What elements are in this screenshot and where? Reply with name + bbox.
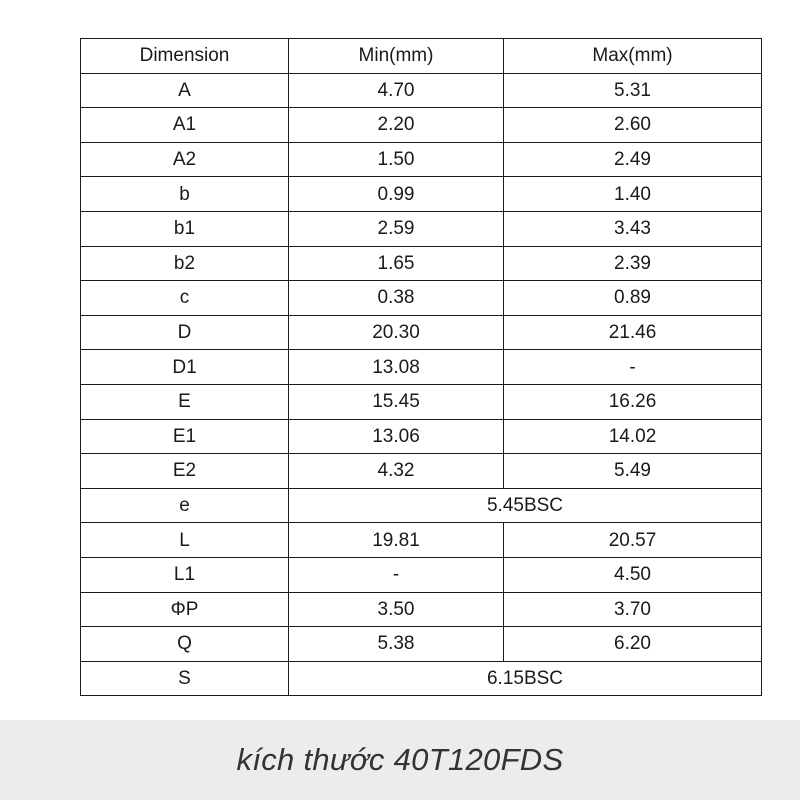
cell-max: 3.43 bbox=[504, 211, 762, 246]
table-row bbox=[81, 592, 762, 627]
cell-max: 1.40 bbox=[504, 177, 762, 212]
cell-min: 2.59 bbox=[289, 211, 504, 246]
cell-dimension: E2 bbox=[81, 454, 289, 489]
table-header-row bbox=[81, 39, 762, 74]
cell-max: 0.89 bbox=[504, 281, 762, 316]
header-max: Max(mm) bbox=[504, 39, 762, 74]
table-row bbox=[81, 454, 762, 489]
cell-min: 1.50 bbox=[289, 142, 504, 177]
cell-max: - bbox=[504, 350, 762, 385]
cell-min: 13.08 bbox=[289, 350, 504, 385]
table-row bbox=[81, 384, 762, 419]
table-row bbox=[81, 488, 762, 523]
cell-dimension: L1 bbox=[81, 557, 289, 592]
table-row bbox=[81, 246, 762, 281]
header-min: Min(mm) bbox=[289, 39, 504, 74]
cell-dimension: E1 bbox=[81, 419, 289, 454]
cell-max: 20.57 bbox=[504, 523, 762, 558]
cell-max: 3.70 bbox=[504, 592, 762, 627]
dimension-table bbox=[80, 38, 762, 696]
cell-min: 4.70 bbox=[289, 73, 504, 108]
cell-max: 4.50 bbox=[504, 557, 762, 592]
table-row bbox=[81, 350, 762, 385]
cell-dimension: D1 bbox=[81, 350, 289, 385]
cell-bsc-value: 5.45BSC bbox=[289, 488, 762, 523]
cell-min: 4.32 bbox=[289, 454, 504, 489]
table-row bbox=[81, 211, 762, 246]
cell-max: 2.39 bbox=[504, 246, 762, 281]
table-row bbox=[81, 419, 762, 454]
cell-min: 2.20 bbox=[289, 108, 504, 143]
cell-min: 19.81 bbox=[289, 523, 504, 558]
cell-dimension: b1 bbox=[81, 211, 289, 246]
cell-dimension: Q bbox=[81, 627, 289, 662]
caption-bar bbox=[0, 720, 800, 800]
cell-min: 15.45 bbox=[289, 384, 504, 419]
cell-min: 13.06 bbox=[289, 419, 504, 454]
cell-bsc-value: 6.15BSC bbox=[289, 661, 762, 696]
cell-max: 14.02 bbox=[504, 419, 762, 454]
cell-max: 6.20 bbox=[504, 627, 762, 662]
cell-max: 5.31 bbox=[504, 73, 762, 108]
table-row bbox=[81, 142, 762, 177]
cell-dimension: A2 bbox=[81, 142, 289, 177]
cell-dimension: b bbox=[81, 177, 289, 212]
table-row bbox=[81, 281, 762, 316]
table-row bbox=[81, 523, 762, 558]
cell-max: 2.60 bbox=[504, 108, 762, 143]
cell-dimension: L bbox=[81, 523, 289, 558]
table-row bbox=[81, 73, 762, 108]
cell-dimension: D bbox=[81, 315, 289, 350]
cell-dimension: e bbox=[81, 488, 289, 523]
cell-dimension: A bbox=[81, 73, 289, 108]
cell-dimension: c bbox=[81, 281, 289, 316]
cell-dimension: ΦP bbox=[81, 592, 289, 627]
cell-max: 5.49 bbox=[504, 454, 762, 489]
cell-min: 0.38 bbox=[289, 281, 504, 316]
table-row bbox=[81, 315, 762, 350]
cell-min: 0.99 bbox=[289, 177, 504, 212]
cell-max: 21.46 bbox=[504, 315, 762, 350]
caption: kích thước 40T120FDS bbox=[236, 742, 564, 777]
cell-max: 16.26 bbox=[504, 384, 762, 419]
cell-min: 5.38 bbox=[289, 627, 504, 662]
table-row bbox=[81, 661, 762, 696]
cell-max: 2.49 bbox=[504, 142, 762, 177]
cell-min: - bbox=[289, 557, 504, 592]
table-row bbox=[81, 557, 762, 592]
table-row bbox=[81, 177, 762, 212]
header-dimension: Dimension bbox=[81, 39, 289, 74]
cell-min: 20.30 bbox=[289, 315, 504, 350]
cell-min: 3.50 bbox=[289, 592, 504, 627]
cell-dimension: b2 bbox=[81, 246, 289, 281]
table-body bbox=[81, 73, 762, 696]
cell-dimension: E bbox=[81, 384, 289, 419]
table-row bbox=[81, 627, 762, 662]
cell-min: 1.65 bbox=[289, 246, 504, 281]
table-row bbox=[81, 108, 762, 143]
cell-dimension: S bbox=[81, 661, 289, 696]
cell-dimension: A1 bbox=[81, 108, 289, 143]
